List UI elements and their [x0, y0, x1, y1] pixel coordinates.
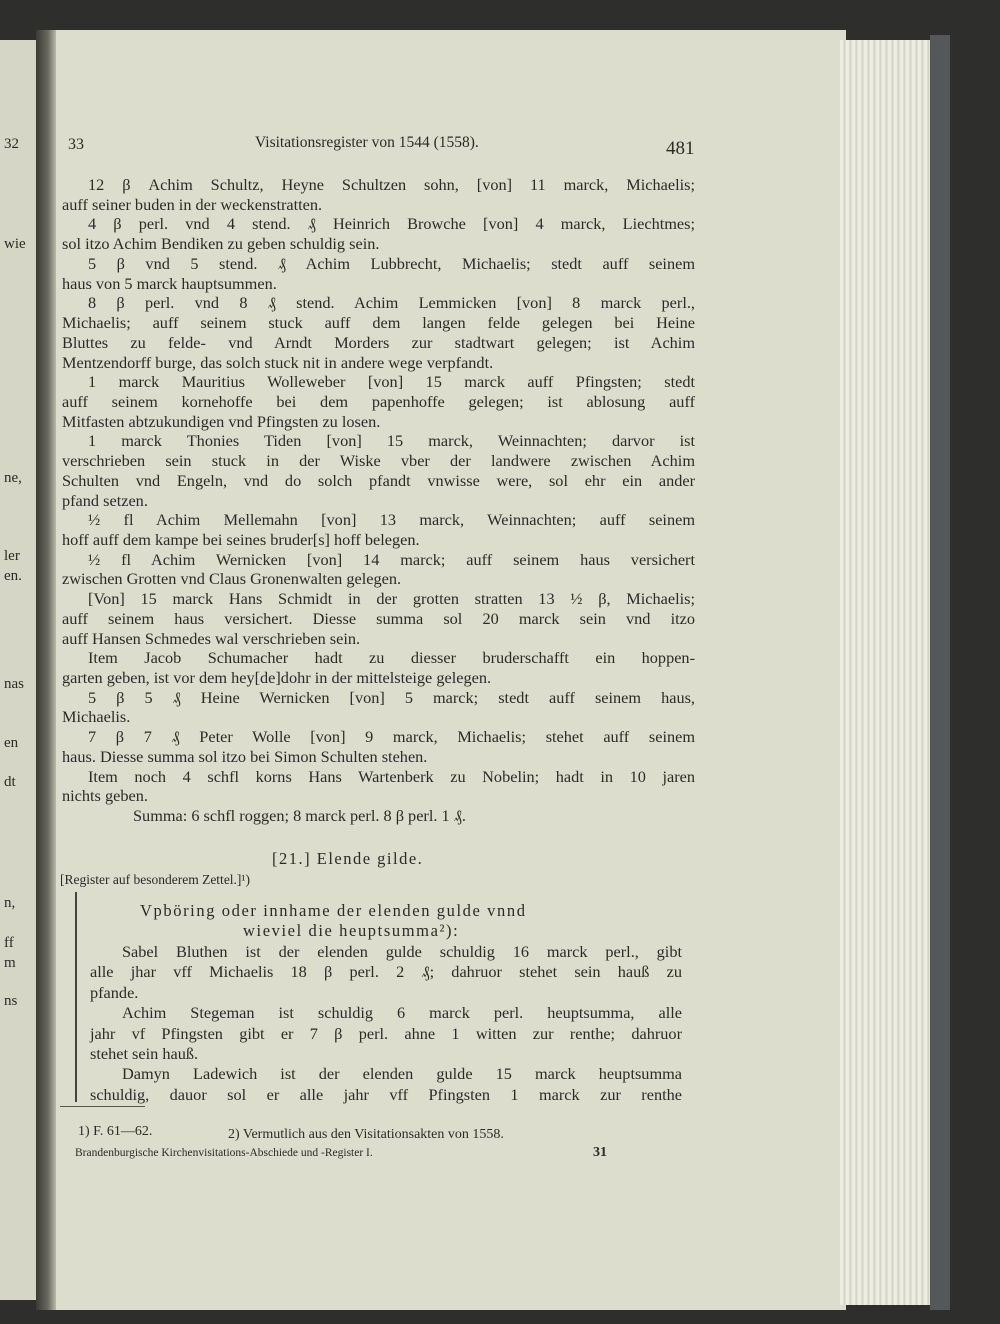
section-entry-line: Achim Stegeman ist schuldig 6 marck perl. heuptsumma, alle	[122, 1003, 682, 1023]
footnote-1: 1) F. 61—62.	[78, 1124, 153, 1139]
entry-line: hoff auff dem kampe bei seines bruder[s] hoff belegen.	[62, 530, 420, 549]
book-cover	[930, 35, 950, 1310]
book-gutter	[36, 30, 56, 1310]
entry-line: 7 β 7 ₰ Peter Wolle [von] 9 marck, Michaelis; stehet auff seinem	[88, 727, 695, 747]
entry-line: auff seiner buden in der weckenstratten.	[62, 194, 323, 214]
section-entry-line: stehet sein hauß.	[90, 1044, 199, 1063]
section-entry-line: schuldig, dauor sol er alle jahr vff Pfingsten 1 marck zur renthe	[90, 1084, 682, 1104]
entry-line: Michaelis; auff seinem stuck auff dem langen felde gelegen bei Heine	[62, 313, 695, 332]
entry-line: 5 β vnd 5 stend. ₰ Achim Lubbrecht, Michaelis; stedt auff seinem	[88, 253, 695, 273]
section-entry-line: jahr vf Pfingsten gibt er 7 β perl. ahne 1 witten zur renthe; dahruor	[90, 1023, 682, 1043]
section-subheading-cont: wieviel die heuptsumma²):	[243, 921, 460, 940]
section-entry-line: pfande.	[90, 982, 139, 1002]
entry-line: 1 marck Mauritius Wolleweber [von] 15 marck auff Pfingsten; stedt	[88, 372, 695, 392]
facing-page-edge	[0, 40, 36, 1300]
summa-line: Summa: 6 schfl roggen; 8 marck perl. 8 β perl. 1 ₰.	[133, 806, 466, 825]
entry-line: 12 β Achim Schultz, Heyne Schultzen sohn, [von] 11 marck, Michaelis;	[88, 175, 695, 194]
entry-line: sol itzo Achim Bendiken zu geben schuldig sein.	[62, 234, 380, 254]
entry-line: 4 β perl. vnd 4 stend. ₰ Heinrich Browche [von] 4 marck, Liechtmes;	[88, 214, 695, 234]
entry-line: 1 marck Thonies Tiden [von] 15 marck, Weinnachten; darvor ist	[88, 431, 695, 451]
section-entry-line: Sabel Bluthen ist der elenden gulde schuldig 16 marck perl., gibt	[122, 942, 682, 961]
entry-line: Michaelis.	[62, 707, 131, 727]
section-heading: [21.] Elende gilde.	[272, 849, 424, 868]
entry-line: 5 β 5 ₰ Heine Wernicken [von] 5 marck; stedt auff seinem haus,	[88, 687, 695, 707]
section-subheading: Vpböring oder innhame der elenden gulde vnnd	[140, 901, 527, 920]
facing-page-fragment: n,	[4, 895, 16, 911]
facing-page-fragment: 32	[4, 136, 19, 152]
entry-line: Mitfasten abtzukundigen vnd Pfingsten zu losen.	[62, 411, 381, 431]
header-left-number: 33	[68, 136, 84, 153]
facing-page-fragment: ff	[4, 935, 14, 951]
facing-page-fragment: ne,	[4, 470, 22, 486]
signature-line: Brandenburgische Kirchenvisitations-Abschiede und -Register I.	[75, 1147, 373, 1159]
facing-page-fragment: dt	[4, 774, 16, 790]
section-entry-line: alle jhar vff Michaelis 18 β perl. 2 ₰; dahruor stehet sein hauß zu	[90, 962, 682, 982]
facing-page-fragment: wie	[4, 236, 26, 252]
entry-line: nichts geben.	[62, 786, 148, 806]
entry-line: [Von] 15 marck Hans Schmidt in der grotten stratten 13 ½ β, Michaelis;	[88, 589, 695, 609]
section-entry-line: Damyn Ladewich ist der elenden gulde 15 marck heuptsumma	[122, 1064, 682, 1084]
entry-line: auff seinem haus versichert. Diesse summa sol 20 marck sein vnd itzo	[62, 608, 695, 628]
entry-line: zwischen Grotten vnd Claus Gronenwalten gelegen.	[62, 569, 402, 589]
section-note: [Register auf besonderem Zettel.]¹)	[60, 872, 250, 887]
entry-line: pfand setzen.	[62, 490, 148, 510]
page-block-edges	[840, 40, 940, 1305]
entry-line: ½ fl Achim Wernicken [von] 14 marck; auff seinem haus versichert	[88, 549, 695, 569]
facing-page-fragment: nas	[4, 676, 24, 692]
footnote-rule	[60, 1106, 145, 1107]
entry-line: Item noch 4 schfl korns Hans Wartenberk zu Nobelin; hadt in 10 jaren	[88, 766, 695, 786]
entry-line: garten geben, ist vor dem hey[de]dohr in der mittelsteige gelegen.	[62, 668, 492, 687]
entry-line: ½ fl Achim Mellemahn [von] 13 marck, Weinnachten; auff seinem	[88, 510, 695, 530]
page-number: 481	[666, 138, 695, 159]
entry-line: verschrieben sein stuck in der Wiske vber der landwere zwischen Achim	[62, 451, 695, 471]
signature-number: 31	[593, 1145, 607, 1160]
entry-line: haus. Diesse summa sol itzo bei Simon Schulten stehen.	[62, 746, 428, 766]
entry-line: 8 β perl. vnd 8 ₰ stend. Achim Lemmicken [von] 8 marck perl.,	[88, 293, 695, 313]
facing-page-fragment: ler	[4, 548, 20, 564]
entry-line: Item Jacob Schumacher hadt zu diesser bruderschafft ein hoppen-	[88, 648, 695, 668]
entry-line: haus von 5 marck hauptsummen.	[62, 273, 277, 293]
footnote-2: 2) Vermutlich aus den Visitationsakten von 1558.	[228, 1127, 504, 1142]
entry-line: auff seinem kornehoffe bei dem papenhoffe gelegen; ist ablosung auff	[62, 391, 695, 411]
entry-line: Bluttes zu felde- vnd Arndt Morders zur stadtwart gelegen; ist Achim	[62, 332, 695, 352]
facing-page-fragment: ns	[4, 993, 18, 1009]
entry-line: Schulten vnd Engeln, vnd do solch pfandt vnwisse were, sol ehr ein ander	[62, 470, 695, 490]
margin-rule	[75, 892, 77, 1102]
entry-line: Mentzendorff burge, das solch stuck nit in andere wege verpfandt.	[62, 352, 494, 372]
facing-page-fragment: m	[4, 955, 16, 971]
facing-page-fragment: en.	[4, 568, 22, 584]
entry-line: auff Hansen Schmedes wal verschrieben sein.	[62, 628, 361, 648]
running-title: Visitationsregister von 1544 (1558).	[255, 134, 479, 151]
facing-page-fragment: en	[4, 735, 19, 751]
